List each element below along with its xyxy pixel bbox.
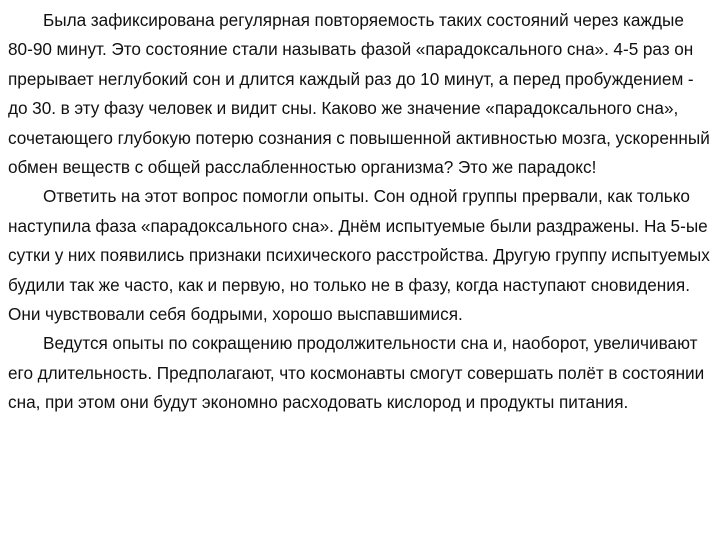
paragraph-3: Ведутся опыты по сокращению продолжительности сна и, наоборот, увеличивают его длительность. Предполагают, что космонавты смогут совершать полёт в состоянии сна, при этом они будут экономно расходовать кислород и продукты питания. bbox=[8, 333, 705, 413]
paragraph-2: Ответить на этот вопрос помогли опыты. Сон одной группы прервали, как только наступила фаза «парадоксального сна». Днём испытуемые были раздражены. На 5-ые сутки у них появились признаки психического расстройства. Другую группу испытуемых будили так же часто, как и первую, но только не в фазу, когда наступают сновидения. Они чувствовали себя бодрыми, хорошо выспавшимися. bbox=[8, 186, 710, 325]
paragraph-1: Была зафиксирована регулярная повторяемость таких состояний через каждые 80-90 минут. Это состояние стали называть фазой «парадоксального сна». 4-5 раз он прерывает неглубокий сон и длится каждый раз до 10 минут, а перед пробуждением - до 30. в эту фазу человек и видит сны. Каково же значение «парадоксального сна», сочетающего глубокую потерю сознания с повышенной активностью мозга, ускоренный обмен веществ с общей расслабленностью организма? Это же парадокс! bbox=[8, 10, 710, 178]
